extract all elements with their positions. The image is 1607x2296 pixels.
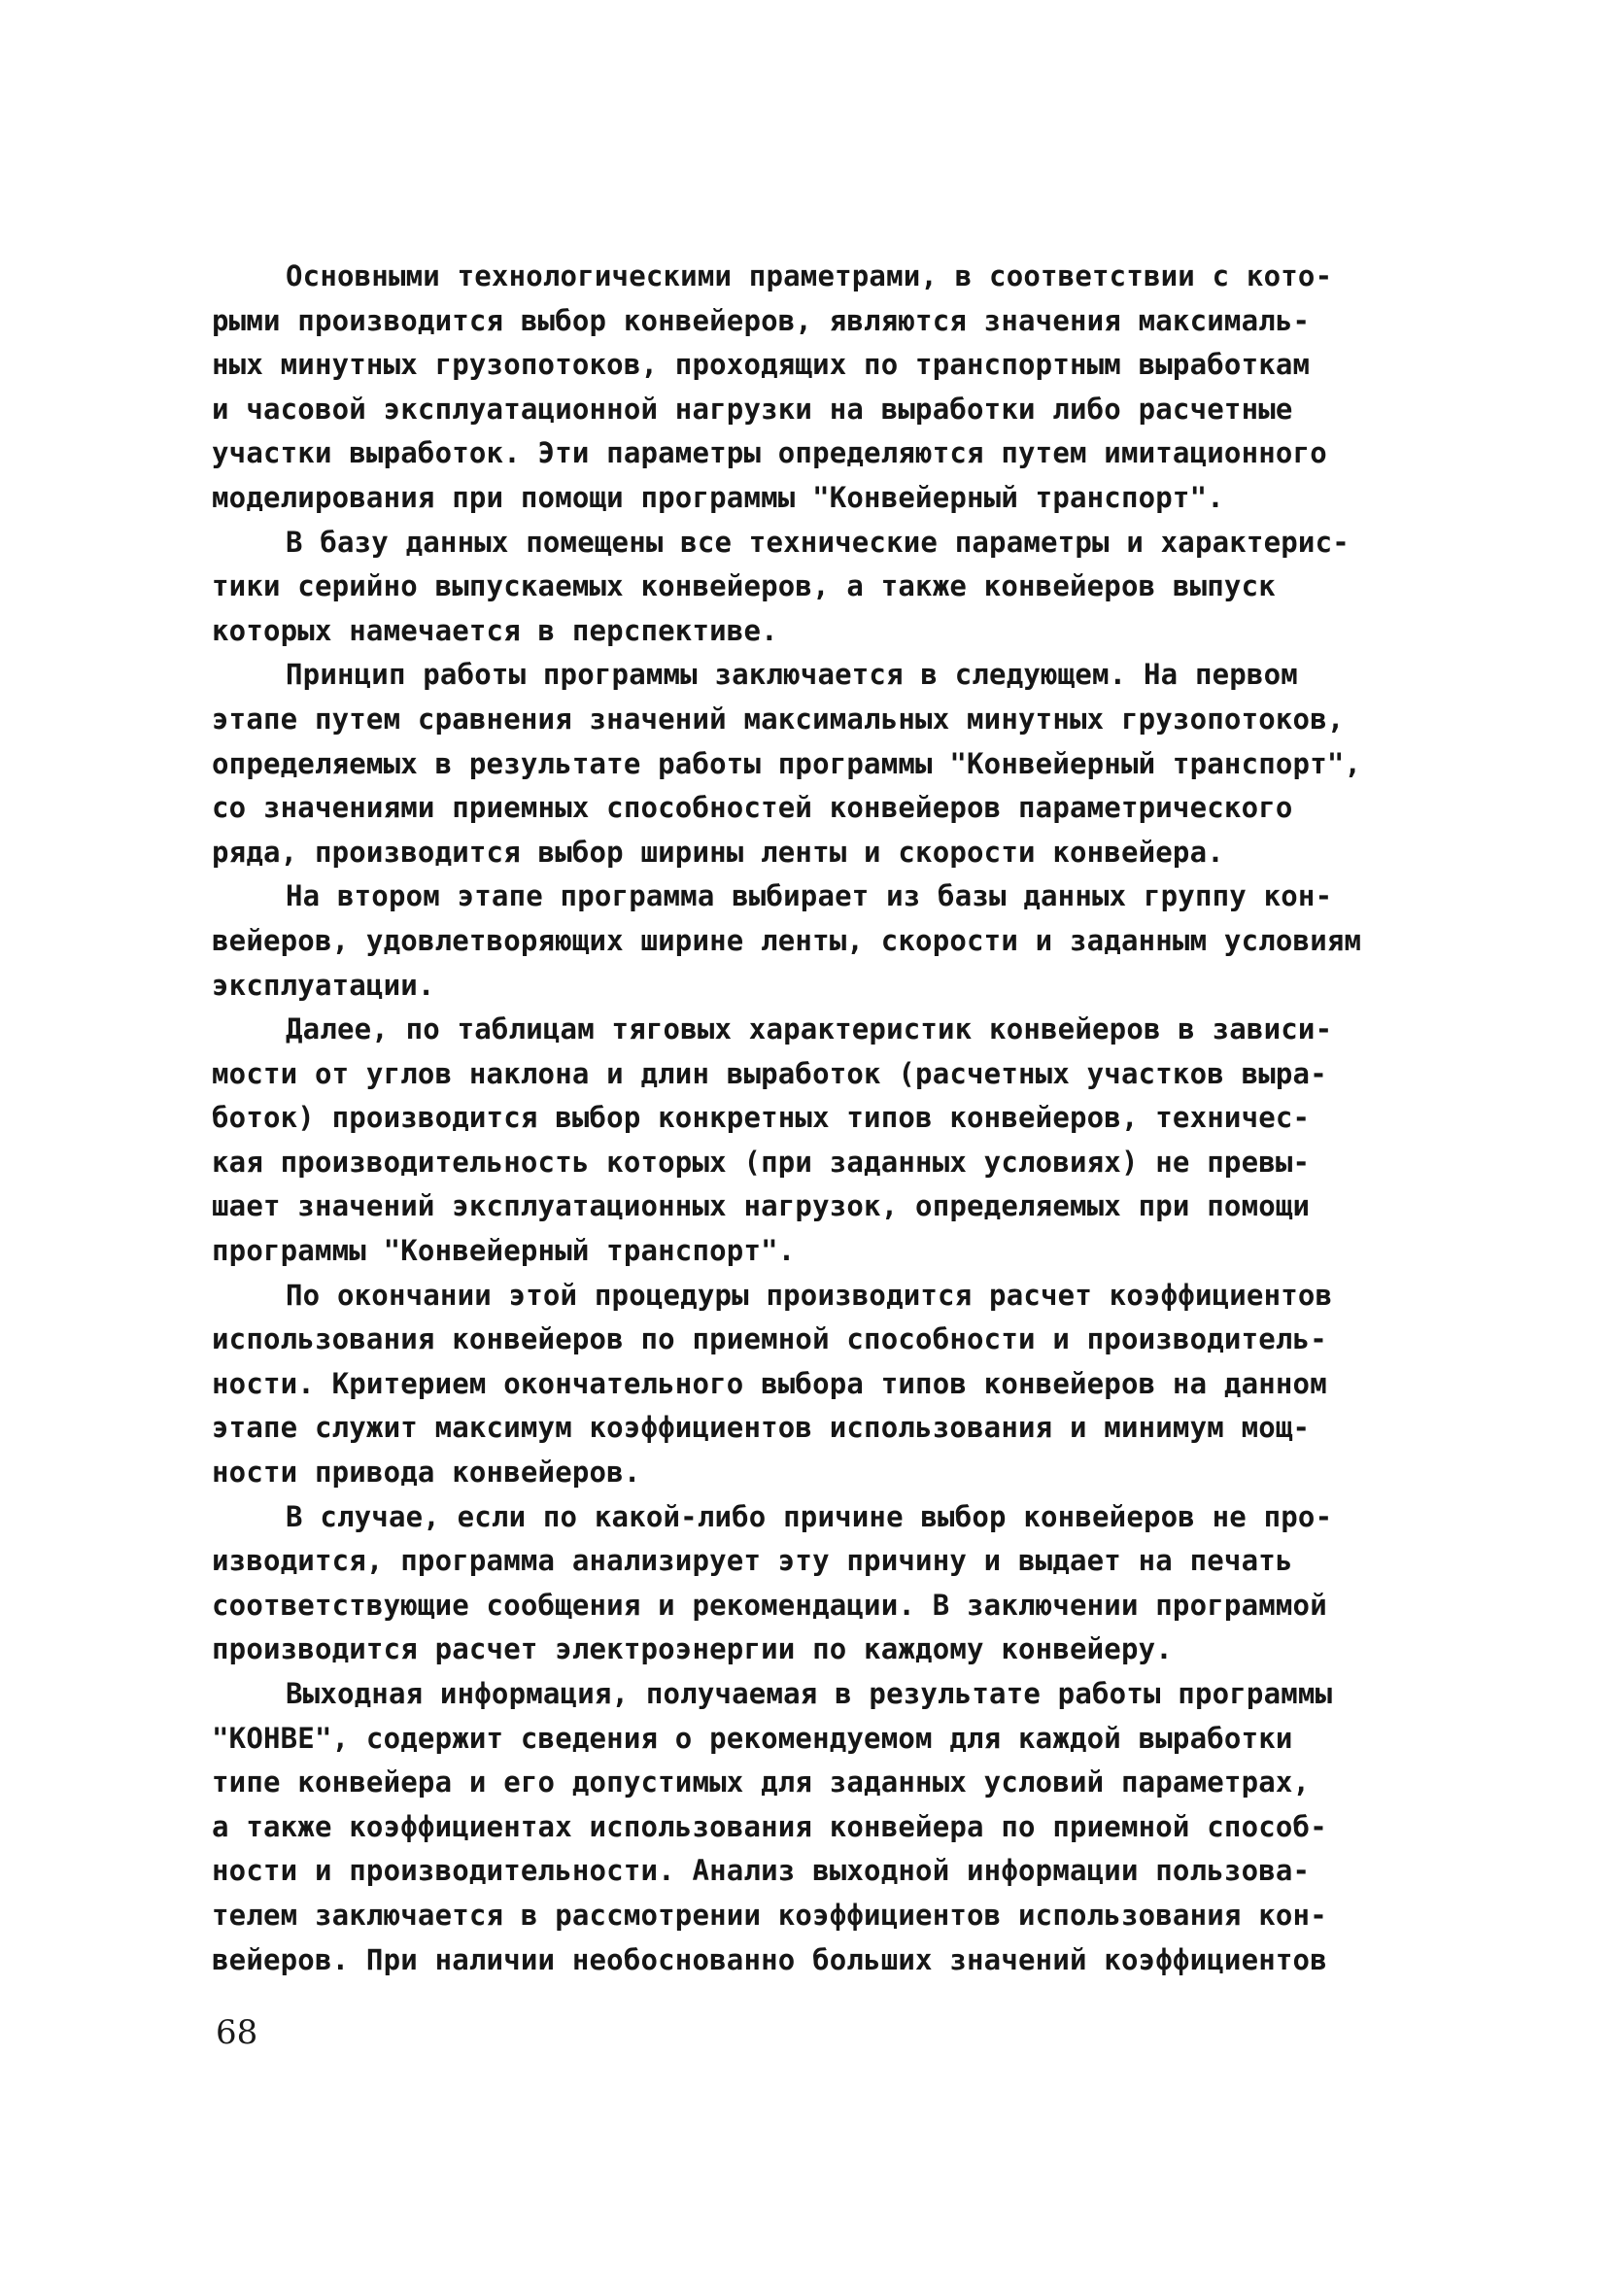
paragraph xyxy=(212,874,1438,1008)
text-line: моделирования при помощи программы "Конвейерный транспорт". xyxy=(212,480,1224,514)
text-line: рыми производится выбор конвейеров, являются значения максималь- xyxy=(212,303,1311,337)
text-line: определяемых в результате работы программы "Конвейерный транспорт", xyxy=(212,746,1362,780)
paragraph xyxy=(212,653,1438,874)
text-line: На втором этапе программа выбирает из базы данных группу кон- xyxy=(286,879,1333,913)
text-line: этапе служит максимум коэффициентов использования и минимум мощ- xyxy=(212,1411,1311,1445)
text-line: участки выработок. Эти параметры определяются путем имитационного xyxy=(212,436,1327,470)
body-text xyxy=(212,255,1438,1982)
paragraph xyxy=(212,1274,1438,1495)
text-line: эксплуатации. xyxy=(212,968,435,1002)
paragraph xyxy=(212,1672,1438,1982)
text-line: шает значений эксплуатационных нагрузок, определяемых при помощи xyxy=(212,1189,1311,1223)
paragraph xyxy=(212,1008,1438,1274)
text-line: Выходная информация, получаемая в результате работы программы xyxy=(286,1677,1333,1710)
text-line: производится расчет электроэнергии по каждому конвейеру. xyxy=(212,1632,1173,1666)
text-line: Далее, по таблицам тяговых характеристик конвейеров в зависи- xyxy=(286,1012,1333,1046)
text-line: этапе путем сравнения значений максимальных минутных грузопотоков, xyxy=(212,702,1345,736)
text-line: Основными технологическими праметрами, в соответствии с кото- xyxy=(286,259,1333,292)
text-line: В базу данных помещены все технические параметры и характерис- xyxy=(286,525,1350,559)
paragraph xyxy=(212,255,1438,521)
text-line: тики серийно выпускаемых конвейеров, а также конвейеров выпуск xyxy=(212,569,1276,603)
paragraph xyxy=(212,521,1438,654)
text-line: изводится, программа анализирует эту причину и выдает на печать xyxy=(212,1544,1293,1578)
text-line: которых намечается в перспективе. xyxy=(212,613,778,647)
text-line: кая производительность которых (при заданных условиях) не превы- xyxy=(212,1145,1311,1179)
text-line: вейеров. При наличии необоснованно больших значений коэффициентов xyxy=(212,1942,1327,1976)
text-line: телем заключается в рассмотрении коэффициентов использования кон- xyxy=(212,1898,1327,1932)
text-line: использования конвейеров по приемной способности и производитель- xyxy=(212,1322,1327,1356)
text-line: ряда, производится выбор ширины ленты и скорости конвейера. xyxy=(212,835,1224,869)
text-line: ности привода конвейеров. xyxy=(212,1456,641,1490)
text-line: "КОНВЕ", содержит сведения о рекомендуемом для каждой выработки xyxy=(212,1721,1293,1755)
text-line: а также коэффициентах использования конвейера по приемной способ- xyxy=(212,1809,1327,1843)
text-line: ных минутных грузопотоков, проходящих по транспортным выработкам xyxy=(212,348,1311,382)
text-line: и часовой эксплуатационной нагрузки на выработки либо расчетные xyxy=(212,392,1293,426)
text-line: В случае, если по какой-либо причине выбор конвейеров не про- xyxy=(286,1499,1333,1533)
text-line: боток) производится выбор конкретных типов конвейеров, техничес- xyxy=(212,1101,1311,1135)
text-line: мости от углов наклона и длин выработок (расчетных участков выра- xyxy=(212,1056,1327,1090)
text-line: ности. Критерием окончательного выбора типов конвейеров на данном xyxy=(212,1366,1327,1400)
text-line: типе конвейера и его допустимых для заданных условий параметрах, xyxy=(212,1765,1311,1799)
page-number: 68 xyxy=(216,2013,258,2052)
paragraph xyxy=(212,1495,1438,1672)
text-line: Принцип работы программы заключается в следующем. На первом xyxy=(286,658,1298,692)
text-line: соответствующие сообщения и рекомендации. В заключении программой xyxy=(212,1588,1327,1622)
text-line: программы "Конвейерный транспорт". xyxy=(212,1234,796,1268)
text-line: ности и производительности. Анализ выходной информации пользова- xyxy=(212,1854,1311,1888)
text-line: По окончании этой процедуры производится расчет коэффициентов xyxy=(286,1278,1333,1312)
text-line: вейеров, удовлетворяющих ширине ленты, скорости и заданным условиям xyxy=(212,923,1362,957)
text-line: со значениями приемных способностей конвейеров параметрического xyxy=(212,791,1293,825)
